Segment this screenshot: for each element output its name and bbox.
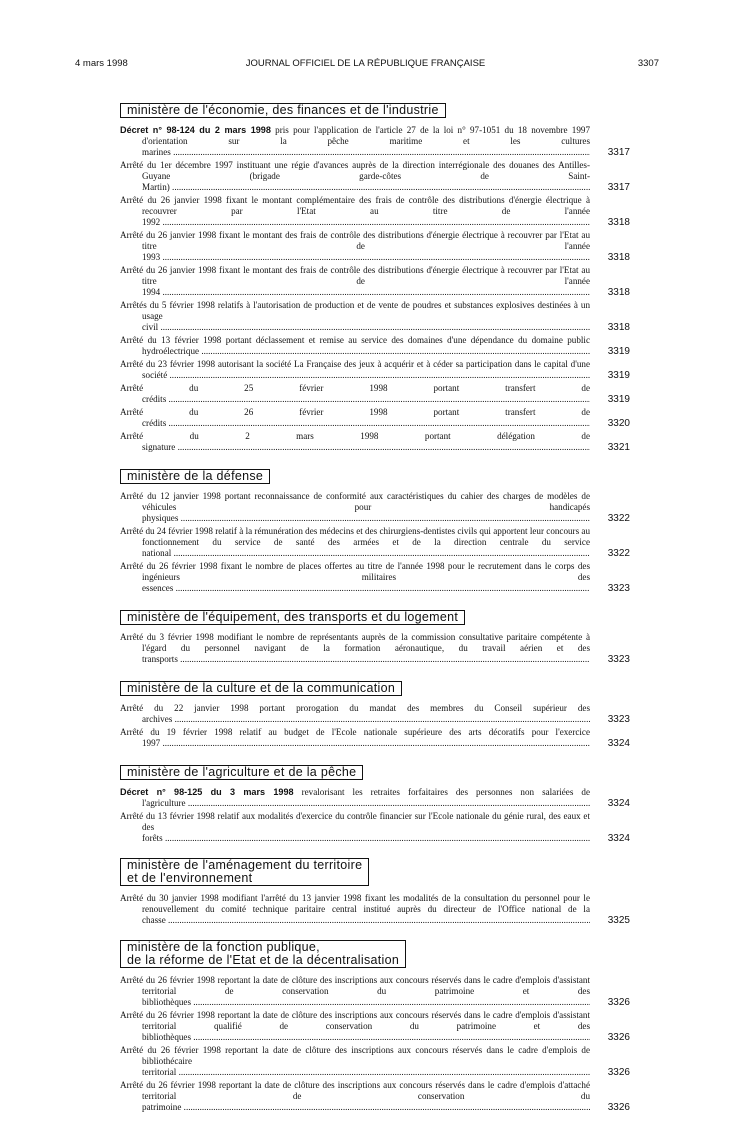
entry-text xyxy=(120,431,590,453)
entry-description: Arrêté du 26 février 1998 reportant la date de clôture des inscriptions aux concours réservés dans le cadre d'emplois d'attaché territorial de conservation du patrimoine ..... xyxy=(120,1080,590,1112)
entry-text xyxy=(120,632,590,665)
decree-title: Décret n° 98-125 du 3 mars 1998 xyxy=(120,787,294,797)
entry-page-number: 3324 xyxy=(607,738,630,749)
toc-entry xyxy=(120,359,630,381)
entry-page-number: 3323 xyxy=(607,714,630,725)
entry-page-number: 3324 xyxy=(607,833,630,844)
entry-description: Arrêté du 13 février 1998 portant déclassement et remise au service des domaines d'une dépendance du domaine public hydroélectrique ..... xyxy=(120,335,590,356)
entry-text xyxy=(120,195,590,228)
entry-text xyxy=(120,230,590,263)
entry-page-number: 3317 xyxy=(607,182,630,193)
entry-text xyxy=(120,703,590,725)
journal-title: JOURNAL OFFICIEL DE LA RÉPUBLIQUE FRANÇAISE xyxy=(245,58,486,69)
ministry-section xyxy=(120,763,630,844)
entry-page-number: 3326 xyxy=(607,1067,630,1078)
entry-description: Arrêté du 26 janvier 1998 fixant le montant des frais de contrôle des distributions d'énergie électrique à recouvrer par l'Etat au titre de l'année 1993 ..... xyxy=(120,230,590,262)
entry-page-number: 3326 xyxy=(607,1102,630,1113)
toc-entry xyxy=(120,383,630,405)
ministry-title: ministère de l'économie, des finances et de l'industrie xyxy=(120,103,446,118)
entry-page-number: 3318 xyxy=(607,322,630,333)
ministry-title: ministère de la culture et de la communication xyxy=(120,681,402,696)
entry-page-number: 3318 xyxy=(607,252,630,263)
toc-entry xyxy=(120,230,630,263)
entry-text xyxy=(120,383,590,405)
toc-entry xyxy=(120,893,630,926)
ministry-section xyxy=(120,101,630,453)
entry-page-number: 3325 xyxy=(607,915,630,926)
entry-page-number: 3319 xyxy=(607,394,630,405)
entry-page-number: 3326 xyxy=(607,997,630,1008)
toc-entry xyxy=(120,526,630,559)
toc-entry xyxy=(120,300,630,333)
entry-text xyxy=(120,1080,590,1113)
entry-text xyxy=(120,975,590,1008)
toc-entry xyxy=(120,335,630,357)
entry-description: pris pour l'application de l'article 27 de la loi n° 97-1051 du 18 novembre 1997 d'orientation sur la pêche maritime et les cultures marines ..... xyxy=(142,125,590,157)
table-of-contents xyxy=(120,101,630,1127)
entry-page-number: 3318 xyxy=(607,217,630,228)
ministry-section xyxy=(120,858,630,926)
entry-description: Arrêté du 24 février 1998 relatif à la rémunération des médecins et des chirurgiens-dentistes civils qui apportent leur concours au fonctionnement du service de santé des armées et de la direction centrale du service national ..... xyxy=(120,526,590,558)
toc-entry xyxy=(120,561,630,594)
entry-description: Arrêté du 2 mars 1998 portant délégation de signature ..... xyxy=(120,431,590,452)
toc-entry xyxy=(120,160,630,193)
entry-description: Arrêté du 26 février 1998 reportant la date de clôture des inscriptions aux concours réservés dans le cadre d'emplois d'assistant territorial de conservation du patrimoine et des bibliothèques ..... xyxy=(120,975,590,1007)
entry-description: Arrêtés du 5 février 1998 relatifs à l'autorisation de production et de vente de poudres et substances explosives destinées à un usage civil ..... xyxy=(120,300,590,332)
entry-text xyxy=(120,359,590,381)
ministry-section xyxy=(120,679,630,749)
ministry-section xyxy=(120,608,630,665)
entry-page-number: 3322 xyxy=(607,513,630,524)
entry-text xyxy=(120,265,590,298)
entry-description: Arrêté du 23 février 1998 autorisant la société La Française des jeux à acquérir et à céder sa participation dans le capital d'une société ..... xyxy=(120,359,590,380)
entry-description: Arrêté du 13 février 1998 relatif aux modalités d'exercice du contrôle financier sur l'Ecole nationale du génie rural, des eaux et des forêts ..... xyxy=(120,811,590,843)
entry-description: Arrêté du 12 janvier 1998 portant reconnaissance de conformité aux caractéristiques du cahier des charges de modèles de véhicules pour handicapés physiques ..... xyxy=(120,491,590,523)
toc-entry xyxy=(120,195,630,228)
toc-entry xyxy=(120,265,630,298)
toc-entry xyxy=(120,703,630,725)
entry-description: Arrêté du 25 février 1998 portant transfert de crédits ..... xyxy=(120,383,590,404)
entry-page-number: 3323 xyxy=(607,583,630,594)
entry-description: Arrêté du 1er décembre 1997 instituant une régie d'avances auprès de la direction interrégionale des douanes des Antilles-Guyane (brigade garde-côtes de Saint-Martin) ..... xyxy=(120,160,590,192)
entry-text xyxy=(120,300,590,333)
entry-description: Arrêté du 22 janvier 1998 portant prorogation du mandat des membres du Conseil supérieur des archives ..... xyxy=(120,703,590,724)
entry-text xyxy=(120,526,590,559)
entry-description: Arrêté du 30 janvier 1998 modifiant l'arrêté du 13 janvier 1998 fixant les modalités de la consultation du personnel pour le renouvellement du comité technique paritaire central institué auprès du directeur de l'Office national de la chasse ..... xyxy=(120,893,590,925)
ministry-title: ministère de l'agriculture et de la pêche xyxy=(120,765,363,780)
toc-entry xyxy=(120,125,630,158)
ministry-section xyxy=(120,940,630,1113)
entry-page-number: 3318 xyxy=(607,287,630,298)
toc-entry xyxy=(120,632,630,665)
ministry-section xyxy=(120,467,630,594)
decree-title: Décret n° 98-124 du 2 mars 1998 xyxy=(120,125,271,135)
entry-page-number: 3319 xyxy=(607,370,630,381)
entry-page-number: 3323 xyxy=(607,654,630,665)
ministry-title: ministère de la fonction publique, de la réforme de l'Etat et de la décentralisation xyxy=(120,940,406,968)
toc-entry xyxy=(120,431,630,453)
toc-entry xyxy=(120,727,630,749)
toc-entry xyxy=(120,491,630,524)
toc-entry xyxy=(120,975,630,1008)
entry-description: Arrêté du 26 janvier 1998 fixant le montant des frais de contrôle des distributions d'énergie électrique à recouvrer par l'Etat au titre de l'année 1994 ..... xyxy=(120,265,590,297)
entry-text xyxy=(120,335,590,357)
entry-description: Arrêté du 26 février 1998 reportant la date de clôture des inscriptions aux concours réservés dans le cadre d'emplois de bibliothécaire territorial ..... xyxy=(120,1045,590,1077)
entry-text xyxy=(120,727,590,749)
entry-page-number: 3322 xyxy=(607,548,630,559)
entry-text xyxy=(120,491,590,524)
toc-entry xyxy=(120,1010,630,1043)
header-date: 4 mars 1998 xyxy=(75,58,128,69)
entry-text xyxy=(120,787,590,809)
entry-page-number: 3321 xyxy=(607,442,630,453)
toc-entry xyxy=(120,1080,630,1113)
entry-page-number: 3320 xyxy=(607,418,630,429)
toc-entry xyxy=(120,811,630,844)
entry-page-number: 3319 xyxy=(607,346,630,357)
entry-description: Arrêté du 3 février 1998 modifiant le nombre de représentants auprès de la commission consultative paritaire compétente à l'égard du personnel navigant de la formation aéronautique, du travail aérien et des transports ..... xyxy=(120,632,590,664)
entry-text xyxy=(120,160,590,193)
entry-page-number: 3317 xyxy=(607,147,630,158)
entry-text xyxy=(120,1010,590,1043)
entry-text xyxy=(120,811,590,844)
entry-text xyxy=(120,561,590,594)
entry-description: Arrêté du 26 février 1998 fixant le nombre de places offertes au titre de l'année 1998 pour le recrutement dans le corps des ingénieurs militaires des essences ..... xyxy=(120,561,590,593)
entry-page-number: 3326 xyxy=(607,1032,630,1043)
toc-entry xyxy=(120,787,630,809)
entry-page-number: 3324 xyxy=(607,798,630,809)
entry-description: revalorisant les retraites forfaitaires des personnes non salariées de l'agriculture ..... xyxy=(142,787,590,808)
entry-text xyxy=(120,893,590,926)
entry-text xyxy=(120,1045,590,1078)
toc-entry xyxy=(120,1045,630,1078)
entry-description: Arrêté du 26 janvier 1998 fixant le montant complémentaire des frais de contrôle des distributions d'énergie électrique à recouvrer par l'Etat au titre de l'année 1992 ..... xyxy=(120,195,590,227)
entry-text xyxy=(120,125,590,158)
ministry-title: ministère de l'aménagement du territoire et de l'environnement xyxy=(120,858,369,886)
ministry-title: ministère de la défense xyxy=(120,469,270,484)
page-number: 3307 xyxy=(637,58,659,69)
entry-description: Arrêté du 26 février 1998 portant transfert de crédits ..... xyxy=(120,407,590,428)
entry-text xyxy=(120,407,590,429)
ministry-title: ministère de l'équipement, des transports et du logement xyxy=(120,610,465,625)
toc-entry xyxy=(120,407,630,429)
entry-description: Arrêté du 26 février 1998 reportant la date de clôture des inscriptions aux concours réservés dans le cadre d'emplois d'assistant territorial qualifié de conservation du patrimoine et des bibliothèques ..... xyxy=(120,1010,590,1042)
entry-description: Arrêté du 19 février 1998 relatif au budget de l'Ecole nationale supérieure des arts décoratifs pour l'exercice 1997 ..... xyxy=(120,727,590,748)
